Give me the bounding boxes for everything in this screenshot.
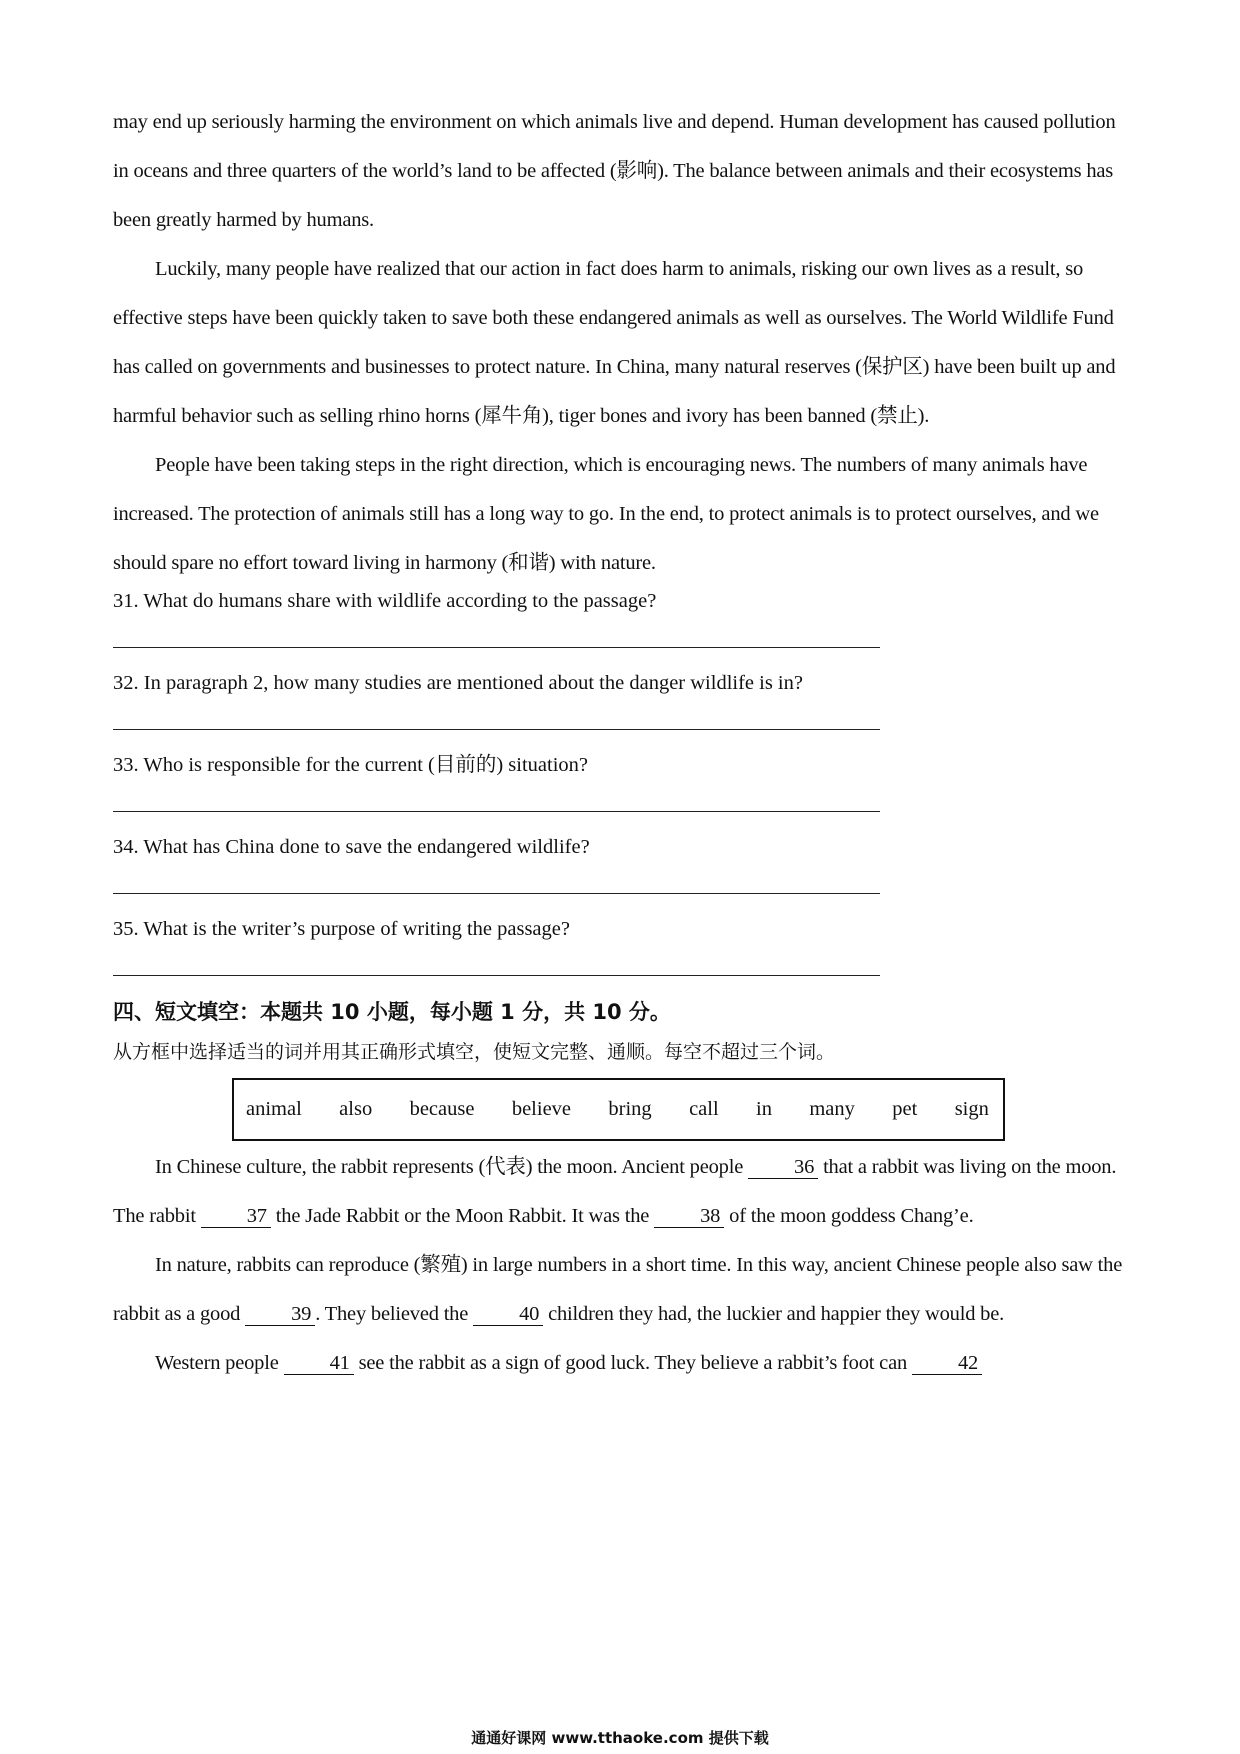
cloze-text: the Jade Rabbit or the Moon Rabbit. It was the <box>270 1205 655 1227</box>
passage-paragraph-3: People have been taking steps in the right direction, which is encouraging news. The numbers of many animals have increased. The protection of animals still has a long way to go. In the end, to protect animals is to protect ourselves, and we should spare no effort toward living in harmony (和谐) with nature. <box>113 454 1099 574</box>
section-instruction: 从方框中选择适当的词并用其正确形式填空，使短文完整、通顺。每空不超过三个词。 <box>113 1041 836 1063</box>
question-34 <box>113 812 1133 894</box>
answer-line[interactable] <box>113 975 880 976</box>
word-bank-item: pet <box>892 1098 918 1120</box>
cloze-text: Western people <box>155 1352 284 1374</box>
blank-40[interactable]: 40 <box>473 1303 543 1326</box>
word-bank-item: many <box>809 1098 855 1120</box>
word-bank-item: call <box>689 1098 719 1120</box>
word-bank-item: bring <box>608 1098 652 1120</box>
cloze-text: that a rabbit was living on the moon. The rabbit <box>113 1156 1117 1227</box>
word-bank-item: in <box>756 1098 772 1120</box>
blank-37[interactable]: 37 <box>201 1205 271 1228</box>
cloze-paragraph-2 <box>113 1241 1133 1339</box>
blank-39[interactable]: 39 <box>245 1303 315 1326</box>
word-bank-item: believe <box>511 1098 572 1120</box>
cloze-passage <box>113 1143 1133 1388</box>
word-bank-item: because <box>409 1098 475 1120</box>
word-bank-item: animal <box>246 1098 302 1120</box>
question-text: 31. What do humans share with wildlife according to the passage? <box>113 590 657 612</box>
question-33 <box>113 730 1133 812</box>
cloze-text: of the moon goddess Chang’e. <box>724 1205 974 1227</box>
document-content <box>113 98 1133 1388</box>
question-31 <box>113 588 1133 648</box>
cloze-text: . They believed the <box>315 1303 474 1325</box>
passage-paragraph-2: Luckily, many people have realized that our action in fact does harm to animals, risking our own lives as a result, so effective steps have been quickly taken to save both these endangered animals as well as ourselves. The World Wildlife Fund has called on governments and businesses to protect nature. In China, many natural reserves (保护区) have been built up and harmful behavior such as selling rhino horns (犀牛角), tiger bones and ivory has been banned (禁止). <box>113 258 1116 427</box>
page-footer: 通通好课网 www.tthaoke.com 提供下载 <box>471 1729 769 1747</box>
cloze-text: In nature, rabbits can reproduce (繁殖) in large numbers in a short time. In this way, ancient Chinese people also saw the rabbit as a good <box>113 1254 1123 1325</box>
question-text: 33. Who is responsible for the current (目前的) situation? <box>113 754 589 776</box>
blank-38[interactable]: 38 <box>654 1205 724 1228</box>
passage-paragraph-1: may end up seriously harming the environment on which animals live and depend. Human development has caused pollution in oceans and three quarters of the world’s land to be affected (影响). The balance between animals and their ecosystems has been greatly harmed by humans. <box>113 111 1116 231</box>
cloze-text: see the rabbit as a sign of good luck. They believe a rabbit’s foot can <box>353 1352 912 1374</box>
question-text: 34. What has China done to save the endangered wildlife? <box>113 836 590 858</box>
question-text: 35. What is the writer’s purpose of writing the passage? <box>113 918 570 940</box>
word-bank-item: also <box>339 1098 373 1120</box>
word-bank-box <box>232 1078 1005 1141</box>
word-bank-item: sign <box>954 1098 989 1120</box>
blank-36[interactable]: 36 <box>748 1156 818 1179</box>
cloze-paragraph-1 <box>113 1143 1133 1241</box>
blank-42[interactable]: 42 <box>912 1352 982 1375</box>
blank-41[interactable]: 41 <box>284 1352 354 1375</box>
cloze-text: children they had, the luckier and happier they would be. <box>543 1303 1005 1325</box>
cloze-paragraph-3 <box>113 1339 1133 1388</box>
question-text: 32. In paragraph 2, how many studies are mentioned about the danger wildlife is in? <box>113 672 803 694</box>
question-35 <box>113 894 1133 976</box>
question-32 <box>113 648 1133 730</box>
cloze-text: In Chinese culture, the rabbit represents (代表) the moon. Ancient people <box>155 1156 749 1178</box>
section-title: 四、短文填空：本题共 10 小题，每小题 1 分，共 10 分。 <box>113 1000 671 1024</box>
